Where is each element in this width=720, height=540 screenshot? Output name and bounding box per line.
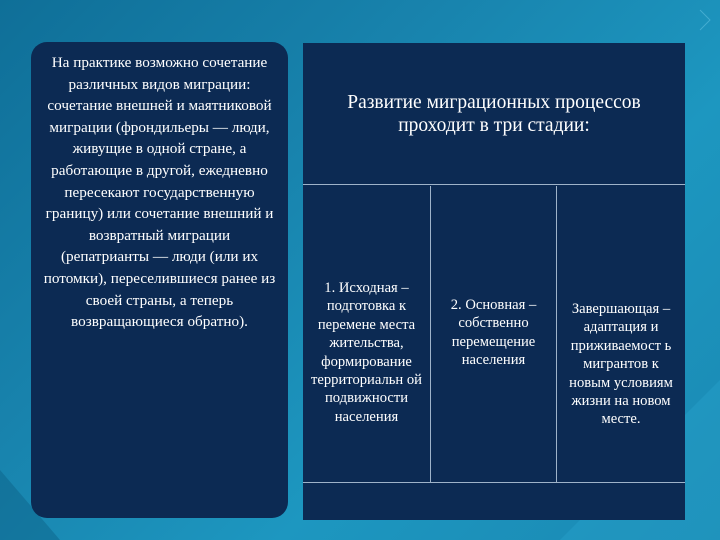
- migration-stages-table: [303, 43, 685, 520]
- practice-note-panel: [31, 42, 288, 518]
- table-header: [303, 43, 685, 185]
- practice-note-text: На практике возможно сочетание различных видов миграции: сочетание внешней и маятниковой миграции (фрондильеры — люди, живущие в одной стране, а работающие в другой, ежедневно пересекают государственную границу) или сочетание внешний и возвратный миграции (репатрианты — люди (или их потомки), переселившиеся ранее из своей страны, а теперь возвращающиеся обратно).: [43, 54, 276, 331]
- stage-cell-initial: [303, 186, 430, 482]
- stage-final-text: Завершающая – адаптация и приживаемост ь мигрантов к новым условиям жизни на новом месте.: [569, 301, 673, 428]
- row-divider: [303, 482, 685, 483]
- stage-cell-final: [557, 186, 685, 482]
- stage-main-text: 2. Основная – собственно перемещение населения: [450, 297, 537, 369]
- stage-cell-main: [431, 186, 556, 482]
- stage-initial-text: 1. Исходная – подготовка к перемене места жительства, формирование территориальн ой подвижности населения: [311, 280, 422, 425]
- table-header-text: Развитие миграционных процессов проходит в три стадии:: [347, 91, 641, 136]
